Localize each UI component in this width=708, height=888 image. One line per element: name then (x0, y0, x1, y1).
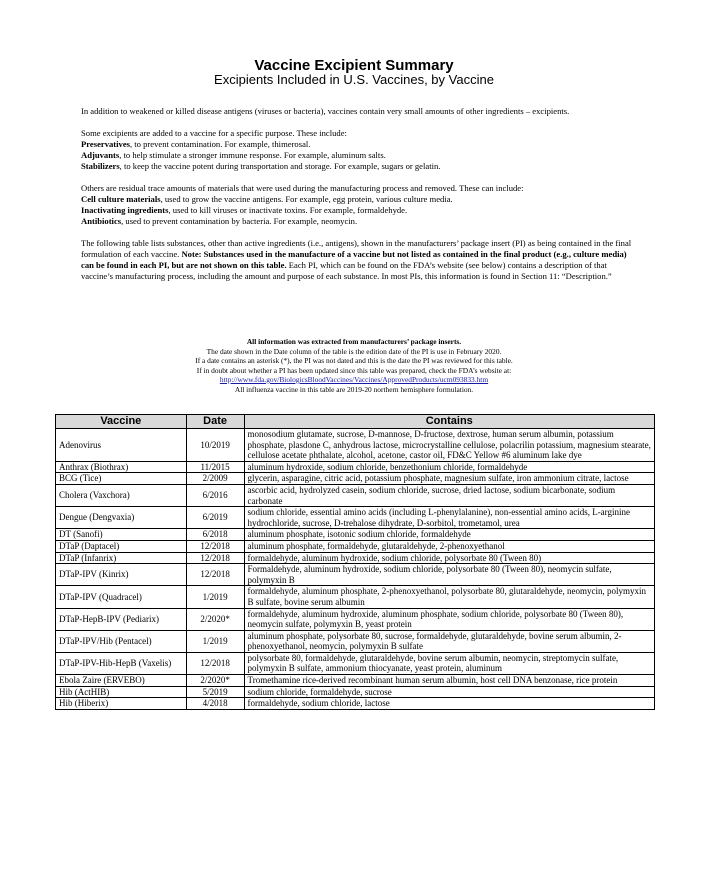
table-row (56, 608, 655, 630)
date-cell: 6/2019 (186, 507, 244, 529)
date-cell: 11/2015 (186, 461, 244, 473)
vaccine-cell: Dengue (Dengvaxia) (56, 507, 187, 529)
date-cell: 12/2018 (186, 652, 244, 674)
table-row (56, 698, 655, 710)
table-header-row (56, 415, 655, 429)
header-contains: Contains (244, 415, 654, 429)
intro-p2-item: Stabilizers, to keep the vaccine potent during transportation and storage. For example, sugars or gelatin. (81, 161, 441, 171)
contains-cell: ascorbic acid, hydrolyzed casein, sodium chloride, sucrose, dried lactose, sodium bicarbonate, sodium carbonate (244, 484, 654, 506)
vaccine-cell: DTaP-IPV/Hib (Pentacel) (56, 630, 187, 652)
date-cell: 1/2019 (186, 630, 244, 652)
table-row (56, 484, 655, 506)
header-date: Date (186, 415, 244, 429)
contains-cell: polysorbate 80, formaldehyde, glutaraldehyde, bovine serum albumin, neomycin, streptomycin sulfate, polymyxin B sulfate, ammonium thiocyanate, yeast protein, aluminum (244, 652, 654, 674)
vaccine-cell: DTaP-HepB-IPV (Pediarix) (56, 608, 187, 630)
contains-cell: aluminum hydroxide, sodium chloride, benzethonium chloride, formaldehyde (244, 461, 654, 473)
note-line: If a date contains an asterisk (*), the PI was not dated and this is the date the PI was reviewed for this table. (195, 356, 513, 365)
date-cell: 2/2009 (186, 473, 244, 485)
vaccine-cell: Ebola Zaire (ERVEBO) (56, 675, 187, 687)
note-line: The date shown in the Date column of the table is the edition date of the PI is use in February 2020. (206, 346, 502, 356)
intro-p3-item: Cell culture materials, used to grow the vaccine antigens. For example, egg protein, various culture media. (81, 194, 453, 204)
contains-cell: formaldehyde, sodium chloride, lactose (244, 698, 654, 710)
intro-paragraph-3 (81, 183, 641, 227)
intro-p2-lead: Some excipients are added to a vaccine for a specific purpose. These include: (81, 128, 347, 138)
intro-p3-lead: Others are residual trace amounts of materials that were used during the manufacturing process and removed. These can include: (81, 183, 524, 193)
intro-paragraph-2 (81, 128, 641, 172)
intro-p2-item: Preservatives, to prevent contamination. For example, thimerosal. (81, 139, 311, 149)
contains-cell: sodium chloride, formaldehyde, sucrose (244, 686, 654, 698)
contains-cell: monosodium glutamate, sucrose, D-mannose, D-fructose, dextrose, human serum albumin, potassium phosphate, plasdone C, anhydrous lactose, microcrystalline cellulose, polacrilin potassium, magnesium stearate, cellulose acetate phthalate, alcohol, acetone, castor oil, FD&C Yellow #6 aluminum lake dye (244, 429, 654, 462)
vaccine-cell: Hib (ActHIB) (56, 686, 187, 698)
table-row (56, 529, 655, 541)
page-title: Vaccine Excipient Summary (254, 57, 454, 74)
header-vaccine: Vaccine (56, 415, 187, 429)
table-row (56, 552, 655, 564)
contains-cell: formaldehyde, aluminum phosphate, 2-phenoxyethanol, polysorbate 80, glutaraldehyde, neomycin, polymyxin B sulfate, bovine serum albumin (244, 586, 654, 608)
vaccine-cell: DT (Sanofi) (56, 529, 187, 541)
contains-cell: sodium chloride, essential amino acids (including L-phenylalanine), non-essential amino acids, L-arginine hydrochloride, sucrose, D-trehalose dihydrate, D-sorbitol, trometamol, urea (244, 507, 654, 529)
date-cell: 5/2019 (186, 686, 244, 698)
vaccine-cell: DTaP (Daptacel) (56, 540, 187, 552)
table-row (56, 540, 655, 552)
vaccine-cell: Anthrax (Biothrax) (56, 461, 187, 473)
contains-cell: aluminum phosphate, polysorbate 80, sucrose, formaldehyde, glutaraldehyde, bovine serum albumin, 2-phenoxyethanol, neomycin, polymyxin B sulfate (244, 630, 654, 652)
vaccine-cell: DTaP-IPV-Hib-HepB (Vaxelis) (56, 652, 187, 674)
date-cell: 12/2018 (186, 552, 244, 564)
table-row (56, 652, 655, 674)
vaccine-cell: DTaP-IPV (Quadracel) (56, 586, 187, 608)
table-row (56, 473, 655, 485)
vaccine-cell: Adenovirus (56, 429, 187, 462)
date-cell: 12/2018 (186, 540, 244, 552)
contains-cell: glycerin, asparagine, citric acid, potassium phosphate, magnesium sulfate, iron ammonium citrate, lactose (244, 473, 654, 485)
table-row (56, 429, 655, 462)
intro-p3-item: Inactivating ingredients, used to kill viruses or inactivate toxins. For example, formaldehyde. (81, 205, 408, 215)
contains-cell: aluminum phosphate, isotonic sodium chloride, formaldehyde (244, 529, 654, 541)
contains-cell: Tromethamine rice-derived recombinant human serum albumin, host cell DNA benzonase, rice protein (244, 675, 654, 687)
vaccine-cell: DTaP (Infanrix) (56, 552, 187, 564)
table-row (56, 686, 655, 698)
vaccine-cell: DTaP-IPV (Kinrix) (56, 564, 187, 586)
date-cell: 2/2020* (186, 675, 244, 687)
vaccine-cell: Cholera (Vaxchora) (56, 484, 187, 506)
date-cell: 12/2018 (186, 564, 244, 586)
date-cell: 2/2020* (186, 608, 244, 630)
table-row (56, 461, 655, 473)
contains-cell: aluminum phosphate, formaldehyde, glutaraldehyde, 2-phenoxyethanol (244, 540, 654, 552)
date-cell: 6/2016 (186, 484, 244, 506)
intro-p2-item: Adjuvants, to help stimulate a stronger immune response. For example, aluminum salts. (81, 150, 386, 160)
date-cell: 6/2018 (186, 529, 244, 541)
date-cell: 1/2019 (186, 586, 244, 608)
date-cell: 4/2018 (186, 698, 244, 710)
table-row (56, 507, 655, 529)
contains-cell: formaldehyde, aluminum hydroxide, aluminum phosphate, sodium chloride, polysorbate 80 (Tween 80), neomycin sulfate, polymyxin B, yeast protein (244, 608, 654, 630)
table-row (56, 675, 655, 687)
table-row (56, 586, 655, 608)
vaccine-cell: BCG (Tice) (56, 473, 187, 485)
intro-text (81, 106, 641, 293)
fda-link[interactable]: http://www.fda.gov/BiologicsBloodVaccines/Vaccines/ApprovedProducts/ucm093833.htm (219, 375, 489, 384)
page-subtitle: Excipients Included in U.S. Vaccines, by Vaccine (214, 72, 494, 87)
contains-cell: formaldehyde, aluminum hydroxide, sodium chloride, polysorbate 80 (Tween 80) (244, 552, 654, 564)
contains-cell: Formaldehyde, aluminum hydroxide, sodium chloride, polysorbate 80 (Tween 80), neomycin sulfate, polymyxin B (244, 564, 654, 586)
intro-paragraph-1: In addition to weakened or killed disease antigens (viruses or bacteria), vaccines contain very small amounts of other ingredients – excipients. (81, 106, 570, 116)
intro-p3-item: Antibiotics, used to prevent contamination by bacteria. For example, neomycin. (81, 216, 358, 226)
excipient-table (55, 414, 655, 710)
note-line: All influenza vaccine in this table are 2019-20 northern hemisphere formulation. (234, 384, 474, 394)
table-row (56, 564, 655, 586)
intro-paragraph-4: The following table lists substances, other than active ingredients (i.e., antigens), shown in the manufacturers’ package insert (PI) as being contained in the final formulation of each vaccine. Note: Substances used in the manufacture of a vaccine but not listed as contained in the final product (e.g., culture media) can be found in each PI, but are not shown on this table. Each PI, which can be found on the FDA’s website (see below) contains a description of that vaccine’s manufacturing process, including the amount and purpose of each substance. In most PIs, this information is found in Section 11: “Description.” (81, 238, 632, 281)
date-cell: 10/2019 (186, 429, 244, 462)
table-row (56, 630, 655, 652)
note-heading: All information was extracted from manufacturers’ package inserts. (246, 337, 462, 346)
note-line: If in doubt about whether a PI has been updated since this table was prepared, check the FDA’s website at: (196, 365, 512, 375)
source-note (0, 337, 708, 394)
vaccine-cell: Hib (Hiberix) (56, 698, 187, 710)
